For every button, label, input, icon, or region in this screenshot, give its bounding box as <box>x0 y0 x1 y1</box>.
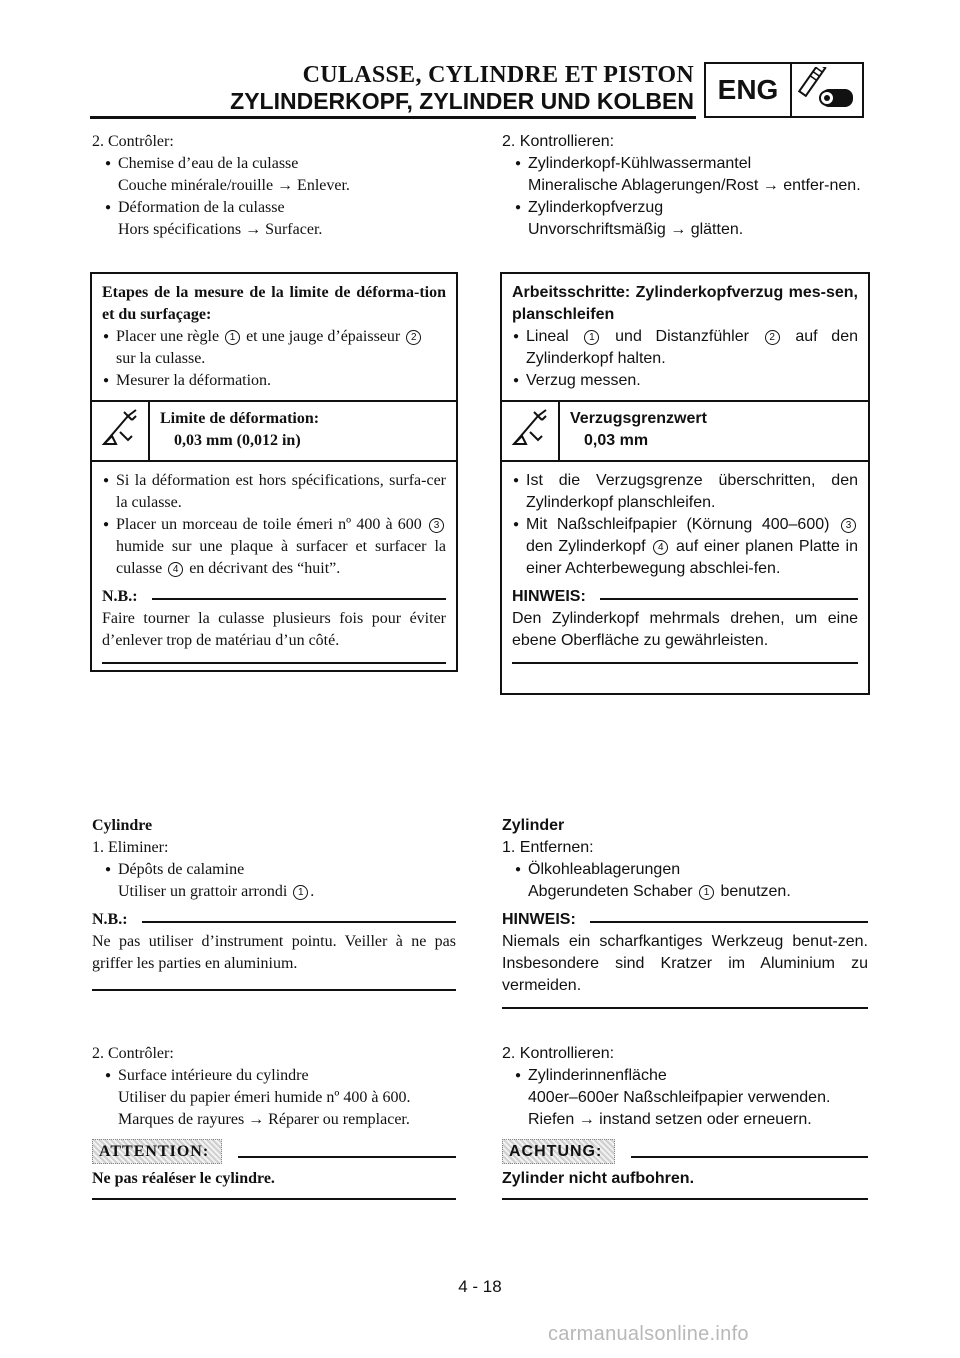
fr-caution-text: Ne pas réaléser le cylindre. <box>92 1170 275 1187</box>
caution-badge: ACHTUNG: <box>502 1139 615 1164</box>
fr-list-sub: Utiliser du papier émeri humide nº 400 à 600. <box>118 1089 411 1106</box>
fr-cylinder-check <box>92 1043 456 1200</box>
watermark: carmanualsonline.info <box>548 1323 749 1345</box>
fr-list-sub: Marques de rayures → Réparer ou remplacer. <box>118 1111 410 1128</box>
de-list-item: ● Zylinderinnenfläche <box>528 1065 868 1087</box>
engine-wrench-icon <box>792 64 862 116</box>
fr-box-step: ● Placer une règle 1 et une jauge d’épaisseur 2 sur la culasse. <box>116 326 446 370</box>
de-list-sub: Unvorschriftsmäßig → glätten. <box>528 221 744 238</box>
fr-box-step: ● Placer un morceau de toile émeri nº 400 à 600 3 humide sur une plaque à surfacer et surfacer la culasse 4 en décrivant des “huit”. <box>116 514 446 580</box>
fr-step: 2. Contrôler: <box>92 133 174 150</box>
de-note-head: HINWEIS: <box>502 909 868 931</box>
de-step: 2. Kontrollieren: <box>502 1045 615 1062</box>
de-box-step: ● Ist die Verzugsgrenze überschritten, den Zylinderkopf planschleifen. <box>526 470 858 514</box>
fr-list-item: ● Chemise d’eau de la culasse <box>118 153 456 175</box>
de-list-item: ● Zylinderkopfverzug <box>528 197 868 219</box>
page-number: 4 - 18 <box>458 1277 502 1296</box>
de-list-sub: Abgerundeten Schaber 1 benutzen. <box>528 883 791 900</box>
fr-list-sub: Couche minérale/rouille → Enlever. <box>118 177 350 194</box>
fr-limit-value: 0,03 mm (0,012 in) <box>174 432 301 449</box>
de-section-check-head <box>502 131 868 241</box>
de-note-text: Niemals ein scharfkantiges Werkzeug benut-zen. Insbesondere sind Kratzer im Aluminium zu vermeiden. <box>502 933 868 994</box>
de-limit-value: 0,03 mm <box>584 432 649 449</box>
de-procedure-box <box>500 272 870 695</box>
de-list-sub: Mineralische Ablagerungen/Rost → entfer-nen. <box>528 177 861 194</box>
de-box-step: ● Verzug messen. <box>526 370 858 392</box>
callout-2: 2 <box>765 330 780 345</box>
callout-1: 1 <box>584 330 599 345</box>
fr-box-step: ● Si la déformation est hors spécifications, surfa-cer la culasse. <box>116 470 446 514</box>
section-badge <box>704 62 864 118</box>
fr-limit-label: Limite de déformation: <box>160 410 320 427</box>
caliper-icon <box>502 402 558 460</box>
callout-4: 4 <box>653 540 668 555</box>
fr-list-item: ● Dépôts de calamine <box>118 859 456 881</box>
fr-caution-head <box>92 1139 456 1164</box>
fr-note-head: N.B.: <box>102 586 446 608</box>
de-cylinder-heading: Zylinder <box>502 817 565 834</box>
de-limit-label: Verzugsgrenzwert <box>570 410 707 427</box>
fr-limit-row <box>92 400 456 460</box>
callout-3: 3 <box>841 518 856 533</box>
de-cylinder-check <box>502 1043 868 1200</box>
fr-step: 2. Contrôler: <box>92 1045 174 1062</box>
de-limit-row <box>502 400 868 460</box>
fr-list-sub: Utiliser un grattoir arrondi 1 . <box>118 883 315 900</box>
fr-note-text: Faire tourner la culasse plusieurs fois pour éviter d’enlever trop de matériau d’un côté. <box>102 610 446 649</box>
callout-1: 1 <box>225 330 240 345</box>
fr-note-head: N.B.: <box>92 909 456 931</box>
callout-2: 2 <box>406 330 421 345</box>
fr-list-item: ● Surface intérieure du cylindre <box>118 1065 456 1087</box>
fr-cylinder-section <box>92 815 456 991</box>
de-step: 1. Entfernen: <box>502 839 594 856</box>
header-rule <box>90 116 696 119</box>
de-list-item: ● Zylinderkopf-Kühlwassermantel <box>528 153 868 175</box>
callout-1: 1 <box>699 885 714 900</box>
de-list-item: ● Ölkohleablagerungen <box>528 859 868 881</box>
fr-section-check-head <box>92 131 456 241</box>
fr-list-item: ● Déformation de la culasse <box>118 197 456 219</box>
header-title-de: ZYLINDERKOPF, ZYLINDER UND KOLBEN <box>230 88 694 114</box>
de-box-step: ● Mit Naßschleifpapier (Körnung 400–600) 3 den Zylinderkopf 4 auf einer planen Platte in einer Achterbewegung abschlei-fen. <box>526 514 858 580</box>
fr-procedure-box <box>90 272 458 672</box>
fr-cylinder-heading: Cylindre <box>92 817 153 834</box>
fr-box-title: Etapes de la mesure de la limite de déforma-tion et du surfaçage: <box>102 284 446 323</box>
fr-box-step: ● Mesurer la déformation. <box>116 370 446 392</box>
callout-4: 4 <box>168 562 183 577</box>
fr-list-sub: Hors spécifications → Surfacer. <box>118 221 323 238</box>
header-title-fr: CULASSE, CYLINDRE ET PISTON <box>302 62 694 88</box>
caliper-icon <box>92 402 148 460</box>
de-note-text: Den Zylinderkopf mehrmals drehen, um eine ebene Oberfläche zu gewährleisten. <box>512 610 858 649</box>
de-caution-head <box>502 1139 868 1164</box>
de-box-step: ● Lineal 1 und Distanzfühler 2 auf den Zylinderkopf halten. <box>526 326 858 370</box>
de-list-sub: 400er–600er Naßschleifpapier verwenden. <box>528 1089 831 1106</box>
callout-3: 3 <box>429 518 444 533</box>
de-cylinder-section <box>502 815 868 1009</box>
de-box-title: Arbeitsschritte: Zylinderkopfverzug mes-sen, planschleifen <box>512 284 858 323</box>
section-badge-label: ENG <box>706 64 792 116</box>
callout-1: 1 <box>293 885 308 900</box>
fr-note-text: Ne pas utiliser d’instrument pointu. Veiller à ne pas griffer les parties en aluminium. <box>92 933 456 972</box>
fr-step: 1. Eliminer: <box>92 839 169 856</box>
de-note-head: HINWEIS: <box>512 586 858 608</box>
de-step: 2. Kontrollieren: <box>502 133 615 150</box>
de-list-sub: Riefen → instand setzen oder erneuern. <box>528 1111 812 1128</box>
de-caution-text: Zylinder nicht aufbohren. <box>502 1170 695 1187</box>
caution-badge: ATTENTION: <box>92 1139 222 1164</box>
